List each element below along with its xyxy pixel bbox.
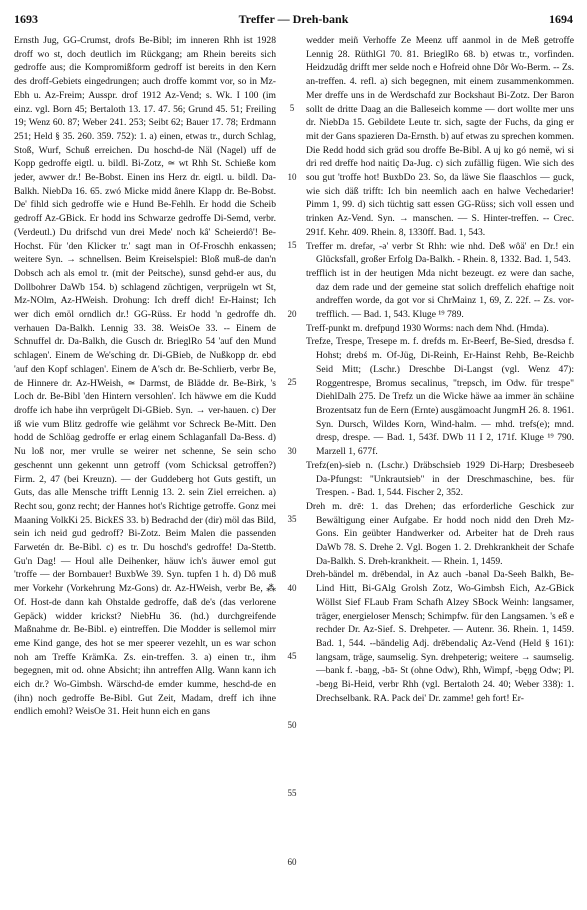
line-number: 40 [287,583,297,593]
entry-treff-punkt: Treff-punkt m. drefpuŋd 1930 Worms: nach dem Nhd. (Hmda). [306,322,549,334]
entry-paragraph: wedder meiñ Verhoffe Ze Meenz uff aanmol in de Meß getroffe Lennig 28. RüthlGl 70. 81. BrieglRo 68. b) etwas tr., vorfinden. Heidzudåg drifft mer selde noch e Hofreid ohne Dôr Wo-Berm. -- Zs. an-treffen. 4. refl. a) sich begegnen, mit einem zusammenkommen. Mer dreffe uns in de Werdschafd zur Bockshaut Bi-Zotz. Der Baron sollt de dritte Daag an die Balleseich komme — dort wollte mer uns dr. NiebDa 15. Gebildete Leute tr. sich, sagte der Fuchs, da ging er mit der Gans spazieren Da-Ernsth. b) auf etwas zu sprechen kommen. Die Redd hodd sich gräd sou droffe Be-Bibl. A uj ko gó nemë, wi si dri red dreffe hod naitiç Da-Jug. c) sich zufällig fügen. Wie sich des sou gut 'troffe hot! BuxbDo 23. So, da läwe Sie flaaschlos — guck, wie sich däß trifft: Ich bin neemlich aach en halwe Vechedarier! Pimm 1, 99. d) sich tüchtig satt essen GG-Rüss; sich voll essen und trinken Az-Vend. Syn. → manschen. — S. Hinter-treffen. -- Crec. 291f. Kehr. 409. Rhein. 8, 1330ff. Bad. 1, 543. [306,35,574,238]
page-number-right: 1694 [549,12,573,26]
line-number: 55 [287,788,297,798]
running-title: Treffer — Dreh-bank [238,12,349,26]
line-number: 15 [287,240,297,250]
line-number: 45 [287,651,297,661]
line-number: 30 [287,446,297,456]
page-number-left: 1693 [14,12,38,26]
line-number: 10 [287,172,297,182]
entry-dreh: Dreh m. drē: 1. das Drehen; das erforderliche Geschick zur Bewältigung einer Aufgabe. Er hodd noch nidd den Dreh Mz-Gons. Ein geübter Handwerker od. Arbeiter hat de Dreh raus DaWb 78. S. Drehe 2. Vgl. Bogen 1. 2. Drehkrankheit der Schafe Da-Balkh. S. Dreh-krankheit. — Rhein. 1, 1459. [306,500,574,567]
entry-trefflich: trefflich ist in der heutigen Mda nicht bezeugt. ez were dan sache, daz dem rade und der gemeine stat solich dreffelich ehaftige noit andreffen worde, da got vor si ChrMainz 1, 69, Z. 22f. -- Zs. vor-trefflich. — Bad. 1, 543. Kluge ¹⁹ 789. [306,267,574,321]
entry-paragraph: Ernsth Jug, GG-Crumst, drofs Be-Bibl; im inneren Rhh ist 1928 droff wo st, doch deutlich im Rückgang; am Rhein bereits sich gedroffe aus; die Kompromißform gedroff ist bereits in den Kern des droff-Gebiets eingedrungen; auch droffe kommt vor, so in Mz-Ebh u. Az-Freim; Ausspr. drof 1912 Az-Vend; s. Wk. I 100 (im einz. vgl. Born 45; Bertaloth 13. 17. 47. 56; Grund 45. 51; Freiling 19; Wenz 60. 87; Weber 241. 253; Seibt 62; Bauer 17. 78; Erdmann 251; Held § 35. 260. 359. 752): 1. a) einen, etwas tr., durch Schlag, Stoß, Wurf, Schuß erreichen. Du hoschd-de Näl (Nagel) uff de Kopp gedroffe eigtl. u. bildl. Bi-Zotz, ≃ wt Rhh St. Schieße kom jeder, awwer dr.! Be-Bobst. Einen ins Herz dr. eigtl. u. bildl. Da-Balkh. NiebDa 16. 65. zwó Micke midd ânere Klapp dr. Be-Bobst. De' fihld sich gedroffe wie e Hund Be-Fehlh. Er hodd die Scheib gedroff Az-GBick. Er hodd ins Schwarze gedroffe Di-Semd, verbr. (Verdeutl.) Du drifschd vun drei Mede' noch kâ' Scheierdô'! Be-Hochst. Für 'den Klicker tr.' sagt man in Of-Froschh enkassen; weitere Syn. → schnellsen. Beim Kreiselspiel: Bloß muß-de dan'n Dobsch ach als emol tr. (mit der Peitsche), sunsd gehd-er aus, du Dollbohrer DaWb 154. b) schlagend züchtigen, verprügeln wt St, Mz-NOlm, Az-HWeish. Drohung: Ich dreff dich! Er-Hainst; Ich wer dich emöl orndlich dr.! GG-Rüss. Er hodd 'n gedroffe dh. verhauen Da-Balkh. Lennig 33. 38. WeisOe 33. -- Einem de Schnuffel dr. Da-Balkh, die Gusch dr. BrieglRo 54 'auf den Mund schlagen'. Einem de We'sching dr. Di-GBieb, de Nußkopp dr. ebd 'auf den Kopf schlagen'. Einem de A'sch dr. Be-Schlierb, verbr Be, de Hinnere dr. Az-HWeish, ≃ Darmst, de Blädde dr. Be-Birk, 's Loch dr. Be-Bibl 'den Hintern versohlen'. Ich häwwe em die Kudd droffe ich habe ihn verprügelt Di-GBieb. Syn. → ver-hauen. c) Der iß wie vum Blitz gedroffe wie gelähmt vor Schreck Be-Mitt. Den hodd de Schlöag gedroffe er erlag einem Schlaganfall Da-Bess. d) Nu loß nor, mer vrulle se weirer net schenne, Se sein scho geschennt unn gekennt unn getroff (vom Schicksal getroffen?) Firm. 2, 47 (bei Kreuzn). — der Guddeberg hot Guts gestift, un Guts, das alle Mensche trifft Lennig 13. 2. sein Ziel erreichen. a) Recht sou, gonz recht; der Hannes hot's Richtige getroffe. Gonz mei Maaning VolkKi 25. BickES 33. b) Bedrachd der (dir) möl das Bild, sein ich neid gud gedroff? Bi-Zotz. Beim Malen die passenden Farwetén dr. Be-Bibl. c) es tr. Du hoschd's gedroffe! Da-Stettb. Gu'n Dag! — Houl alle Deihenker, häuw ich's äuwer emol gut 'troffe — der Bornbauer! BuxbWe 39. Syn. tupfen 1 h. d) Dô muß mer Vorkehr (Vorkehrung Mz-Gons) dr. Az-HWeish, verbr Be, ⁂ Of. Host-de dann kah Ohstalde gedroffe, daß de's (das verlorene Gepäck) widder krickst? NiebHu 36. (hd.) durchgreifende Maßnahme dr. Be-Bibl. e) eintreffen. Die Modder is sellemol mirr eme Kind gange, des hot se mer speerer vezehlt, un es war schon noh am Treffe KrämKa. Zs. ein-treffen. 3. a) einen tr., ihm begegnen, mit od. ohne Absicht; ihn antreffen Allg. Wann kann ich eich dr.? Wo-Gimbsh. Wärschd-de emder kumme, heschd-de en (ihn) noch gedroffe Be-Bibl. Gut Zeit, Madam, dreff ich ihne endlich emohl? WeisOe 31. Heit hunn eich en gans [14,35,276,718]
line-number: 20 [287,309,297,319]
entry-trefz-sieb: Trefz(en)-sieb n. (Lschr.) Dräbschsieb 1929 Di-Harp; Dresbeseeb Da-Pfungst: "Unkrautsieb" in der Dreschmaschine, bes. für Trespen. - Bad. 1, 544. Fischer 2, 352. [306,459,574,499]
line-number: 35 [287,514,297,524]
entry-dreh-baendel: Dreh-bändel m. drēbendəl, in Az auch -bənəl Da-Seeh Balkh, Be-Lind Hitt, Bi-GAlg Grolsh Zotz, Wo-Gimbsh Eich, Az-GBick Wöllst Sief FLaub Fram Schafh Alzey SBock Weinh: langsamer, träger, energieloser Mensch; Schimpfw. für den Langsamen. 's eß e rechder Dr. Az-Sief. S. Drehpeter. — Autenr. 36. Rhein. 1, 1459. Bad. 1, 544. --bändelig Adj. drēbendəliç Az-Vend (Held § 161): langsam, träge, saumselig. Syn. drehpeterig; weitere → saumselig. —bank f. -baŋg, -bā- St (ohne Odw), Rhh, Wimpf, -bęŋg Odw; Pl. -beŋg Bi-Heid, verbr Rhh (vgl. Bertaloth 24. 40; Weber 338): 1. Drechselbank. RA. Pack dei' Dr. zamme! geh fort! Er- [306,569,574,704]
entry-treffer: Treffer m. drefər, -ə' verbr St Rhh: wie nhd. Deß wôä' en Dr.! ein Glücksfall, großer Erfolg Da-Balkh. - Rhein. 8, 1332. Bad. 1, 543. [306,240,574,266]
page-header [14,12,573,30]
line-number: 25 [287,377,297,387]
line-number: 60 [287,857,297,867]
right-column [306,34,574,904]
line-number: 50 [287,720,297,730]
left-column [14,34,276,904]
line-number: 5 [289,103,295,113]
entry-trefze: Trefze, Trespe, Tresepe m. f. drefds m. Er-Beerf, Be-Sied, dresdsə f. Hohst; drebś m. Of-Jüg, Di-Reinh, Er-Hainst Rehb, Be-Reichb Seid Mitt; (Lschr.) Dreschbe Di-Langst (vgl. Wenz 47): Roggentrespe, Bromus secalinus, "trepsch, im Odw. für trespe" DiehlDalh 275. De Trefz un die Wicke häwe aa immer än schäine Brozentsatz fun de Eern (Ernte) ausgämoacht JungmH 26. 8. 1961. Syn. Dursch, Wildes Korn, Wind-halm. — mhd. trefs(e); mnd. dresp, drespe. — Bad. 1, 543f. DWb 11 I 2, 171f. Kluge ¹⁹ 790. Marzell 1, 677f. [306,336,574,458]
